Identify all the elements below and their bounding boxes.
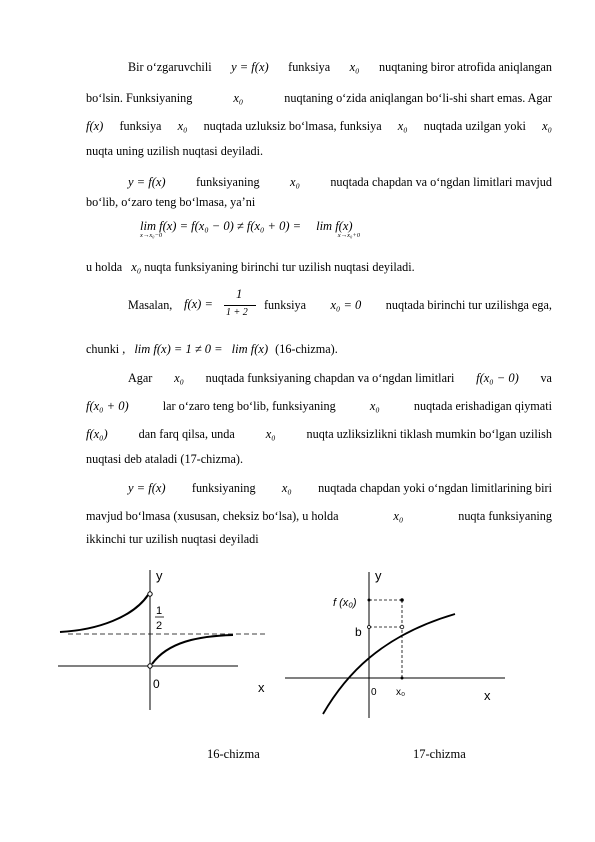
p2-line1 <box>128 174 552 190</box>
fig16-x-label: x <box>258 680 265 695</box>
fig17-y-label: y <box>375 568 382 583</box>
p3-text: Masalan, <box>128 298 173 312</box>
p3-line1-rest <box>264 297 552 313</box>
fig16-half-num: 1 <box>156 605 163 617</box>
p3-text: chunki , <box>86 342 126 356</box>
formula-chunki: lim f(x) = 1 ≠ 0 = <box>134 342 223 356</box>
fig17-curve <box>323 614 455 714</box>
symbol-x0: x₀ <box>281 481 292 495</box>
p4-text: va <box>540 371 552 385</box>
p3-line2 <box>86 341 552 357</box>
p2-text: u holda <box>86 260 123 274</box>
formula-y-fx: y = f(x) <box>128 481 166 495</box>
fig16-half-den: 2 <box>156 620 163 632</box>
fraction-denominator: 1 + 2 <box>226 307 248 318</box>
p3-text: (16-chizma). <box>275 342 338 356</box>
p1-line3 <box>86 118 552 134</box>
p4-text: nuqtada erishadigan qiymati <box>413 399 552 413</box>
p5-text: nuqta funksiyaning <box>458 509 552 523</box>
figure-17 <box>285 566 515 726</box>
fig16-left-branch <box>60 595 148 632</box>
symbol-x0: x₀ <box>393 509 404 523</box>
limit-right: f(x₀ + 0) <box>86 399 129 413</box>
p2-text: funksiyaning <box>195 175 260 189</box>
symbol-x0: x₀ <box>265 427 276 441</box>
fig16-y-label: y <box>156 568 163 583</box>
fig17-tick-b <box>368 626 371 629</box>
p4-text: Agar <box>128 371 153 385</box>
p2-text: nuqtada chapdan va o‘ngdan limitlari mavjud <box>330 175 552 189</box>
fig16-right-branch <box>152 635 233 664</box>
fig17-x0-label: x₀ <box>396 687 406 698</box>
symbol-x0: x₀ <box>174 371 184 385</box>
symbol-x0: x₀ <box>131 260 142 274</box>
symbol-x0: x₀ <box>290 175 300 189</box>
p4-line4: nuqtasi deb ataladi (17-chizma). <box>86 452 244 466</box>
p5-line1 <box>128 480 552 496</box>
value-f-x0: f(x₀) <box>86 427 108 441</box>
symbol-x0: x₀ <box>542 119 552 133</box>
p2-text: nuqta funksiyaning birinchi tur uzilish nuqtasi deyiladi. <box>144 260 415 274</box>
p4-text: nuqta uzliksizlikni tiklash mumkin bo‘lgan uzilish <box>306 427 552 441</box>
formula-sub-left: x→x₀−0 <box>140 232 163 239</box>
formula-limit-right: lim f(x) <box>316 219 353 233</box>
figure-17-caption: 17-chizma <box>413 747 466 761</box>
fig17-b-label: b <box>355 625 362 639</box>
fig17-hole-point <box>400 625 404 629</box>
p2-formula-subs <box>140 232 440 240</box>
p5-text: funksiyaning <box>191 481 256 495</box>
p1-text: nuqtada uzluksiz bo‘lmasa, funksiya <box>203 119 382 133</box>
p3-text: funksiya <box>264 298 306 312</box>
p3-line1-rest-row <box>264 297 552 313</box>
fig17-tick-f <box>368 599 371 602</box>
p5-line2 <box>86 508 552 524</box>
p4-line2 <box>86 398 552 414</box>
p4-text: dan farq qilsa, unda <box>138 427 235 441</box>
p2-line2: bo‘lib, o‘zaro teng bo‘lmasa, ya’ni <box>86 195 256 209</box>
p5-text: nuqtada chapdan yoki o‘ngdan limitlarining biri <box>318 481 552 495</box>
formula-chunki-right: lim f(x) <box>231 342 269 356</box>
fig17-origin: 0 <box>371 687 377 698</box>
p1-text: Bir o‘zgaruvchili <box>128 60 212 74</box>
symbol-x0: x₀ <box>369 399 380 413</box>
p5-line3: ikkinchi tur uzilish nuqtasi deyiladi <box>86 532 259 546</box>
p4-line3 <box>86 426 552 442</box>
p1-text: funksiya <box>119 119 162 133</box>
symbol-x0: x₀ <box>233 91 244 105</box>
symbol-x0: x₀ <box>349 60 360 74</box>
p1-text: nuqtada uzilgan yoki <box>423 119 526 133</box>
formula-limits: lim f(x) = f(x₀ − 0) ≠ f(x₀ + 0) = <box>140 219 302 233</box>
formula-masalan <box>184 287 264 325</box>
formula-sub-right: x→x₀+0 <box>337 232 360 239</box>
symbol-x0: x₀ <box>397 119 408 133</box>
figure-16 <box>58 562 273 712</box>
fraction-bar <box>224 305 256 306</box>
symbol-x0: x₀ <box>177 119 188 133</box>
p1-line2 <box>86 90 552 106</box>
p2-line3 <box>86 259 552 275</box>
p4-line1 <box>128 370 552 386</box>
fig16-open-point-top <box>148 592 152 596</box>
fig17-x-label: x <box>484 688 491 703</box>
point-x0-eq-0: x₀ = 0 <box>330 298 362 312</box>
p1-text: nuqtaning biror atrofida aniqlangan <box>379 60 552 74</box>
fig16-origin: 0 <box>153 677 160 691</box>
formula-lhs: f(x) = <box>184 297 213 311</box>
limit-left: f(x₀ − 0) <box>476 371 519 385</box>
p4-text: lar o‘zaro teng bo‘lib, funksiyaning <box>162 399 336 413</box>
p4-text: nuqtada funksiyaning chapdan va o‘ngdan limitlari <box>205 371 455 385</box>
p1-text: bo‘lsin. Funksiyaning <box>86 91 193 105</box>
formula-y-fx: y = f(x) <box>128 175 166 189</box>
p1-line4: nuqta uning uzilish nuqtasi deyiladi. <box>86 144 264 158</box>
formula-fx: f(x) <box>86 119 104 133</box>
p1-text: nuqtaning o‘zida aniqlangan bo‘li-shi shart emas. Agar <box>284 91 552 105</box>
fig17-filled-point <box>400 598 404 602</box>
p3-text: nuqtada birinchi tur uzilishga ega, <box>385 298 552 312</box>
p1-line1 <box>128 59 552 75</box>
p1-text: funksiya <box>288 60 331 74</box>
fig16-open-point-origin <box>148 664 152 668</box>
fig17-tick-x0 <box>401 677 404 680</box>
fraction-numerator: 1 <box>236 287 243 301</box>
p5-text: mavjud bo‘lmasa (xususan, cheksiz bo‘lsa), u holda <box>86 509 339 523</box>
figure-16-caption: 16-chizma <box>207 747 260 761</box>
formula-y-fx: y = f(x) <box>231 60 269 74</box>
fig17-f-label: f (x₀) <box>333 597 357 609</box>
